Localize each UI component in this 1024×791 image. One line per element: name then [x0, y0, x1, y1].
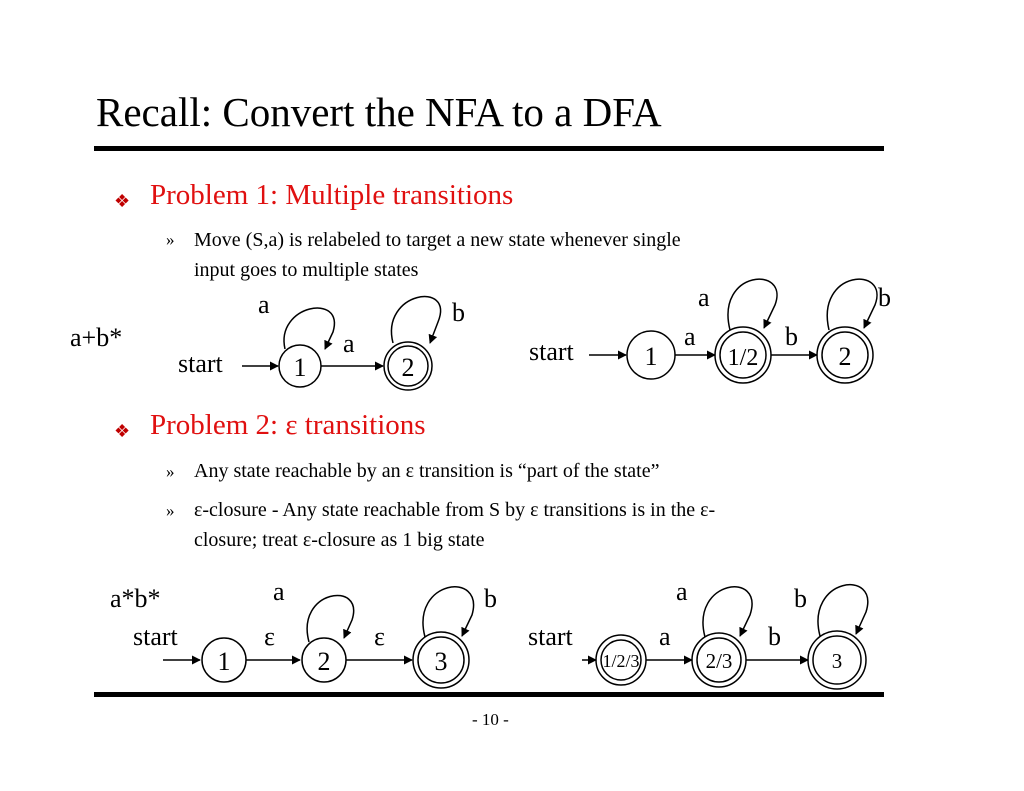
transition-label: b: [785, 322, 798, 351]
transition-label: a: [684, 322, 696, 351]
self-loop-arrow: [827, 279, 877, 330]
sub-bullet-marker: »: [166, 230, 175, 249]
transition-label: a: [343, 329, 355, 358]
transition-label: ε: [374, 622, 385, 651]
transition-label: b: [484, 584, 497, 613]
transition-label: b: [878, 283, 891, 312]
state-label: 3: [434, 647, 448, 676]
transition-label: a: [273, 577, 285, 606]
self-loop-arrow: [703, 587, 752, 637]
sub-bullet-marker: »: [166, 462, 175, 481]
start-label: start: [529, 337, 574, 366]
start-label: start: [178, 349, 223, 378]
page-number: - 10 -: [472, 710, 509, 729]
start-label: start: [133, 622, 178, 651]
start-label: start: [528, 622, 573, 651]
problem1-sub-line: Move (S,a) is relabeled to target a new state whenever single: [194, 229, 681, 251]
self-loop-arrow: [391, 297, 440, 343]
transition-label: ε: [264, 622, 275, 651]
footer-rule: [94, 692, 884, 697]
diamond-bullet-icon: ❖: [114, 421, 131, 441]
dfa2-diagram: [582, 585, 868, 689]
transition-label: a: [258, 290, 270, 319]
state-label: 2: [317, 647, 331, 676]
transition-label: a: [659, 622, 671, 651]
state-label: 1: [644, 342, 658, 371]
self-loop-arrow: [423, 587, 474, 637]
state-label: 1/2/3: [602, 651, 640, 671]
transition-label: a: [698, 283, 710, 312]
state-label: 3: [831, 649, 843, 673]
self-loop-arrow: [284, 308, 334, 349]
state-label: 2: [838, 342, 852, 371]
slide-title: Recall: Convert the NFA to a DFA: [96, 89, 662, 135]
regex-label: a+b*: [70, 323, 123, 352]
state-label: 2: [401, 353, 415, 382]
regex-label: a*b*: [110, 584, 161, 613]
problem2-sub-line: ε-closure - Any state reachable from S by ε transitions is in the ε-: [194, 499, 716, 521]
problem1-heading: Problem 1: Multiple transitions: [150, 179, 514, 211]
problem2-sub-line: Any state reachable by an ε transition is “part of the state”: [194, 460, 660, 482]
problem2-sub-line: closure; treat ε-closure as 1 big state: [194, 529, 485, 551]
transition-label: b: [768, 622, 781, 651]
sub-bullet-marker: »: [166, 501, 175, 520]
transition-label: b: [452, 298, 465, 327]
state-label: 1: [293, 353, 307, 382]
state-label: 1: [217, 647, 231, 676]
self-loop-arrow: [307, 595, 353, 642]
problem2-heading: Problem 2: ε transitions: [150, 409, 426, 441]
diamond-bullet-icon: ❖: [114, 191, 131, 211]
transition-label: b: [794, 584, 807, 613]
transition-label: a: [676, 577, 688, 606]
self-loop-arrow: [818, 585, 868, 636]
state-label: 2/3: [705, 649, 733, 673]
self-loop-arrow: [728, 279, 777, 330]
state-label: 1/2: [727, 345, 759, 371]
problem1-sub-line: input goes to multiple states: [194, 259, 419, 281]
